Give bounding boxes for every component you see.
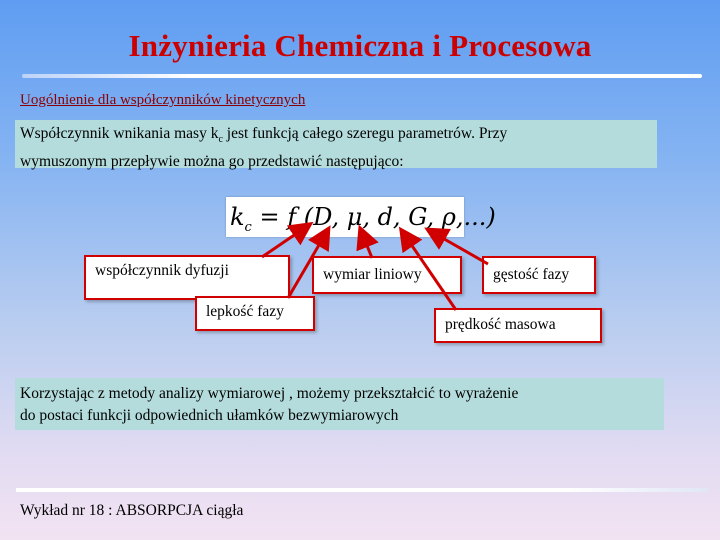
conclusion-text-box [15, 378, 664, 430]
arrow-diffusion [262, 227, 306, 257]
footer-divider [16, 488, 708, 492]
arrow-linear-dimension [362, 233, 372, 258]
label-linear-dimension: wymiar liniowy [312, 256, 462, 294]
section-subtitle: Uogólnienie dla współczynników kinetycznych [20, 92, 306, 108]
outro-line-1: Korzystając z metody analizy wymiarowej , możemy przekształcić to wyrażenie [20, 385, 519, 402]
outro-line-2: do postaci funkcji odpowiednich ułamków bezwymiarowych [20, 407, 399, 424]
arrow-mass-velocity [404, 234, 456, 310]
arrow-viscosity [288, 233, 326, 298]
label-density: gęstość fazy [482, 256, 596, 294]
intro-subscript: c [218, 134, 223, 146]
intro-line-2: wymuszonym przepływie można go przedstawić następująco: [20, 153, 404, 171]
formula-lhs-subscript: c [244, 219, 252, 235]
label-mass-velocity: prędkość masowa [434, 308, 602, 343]
arrow-density [432, 232, 488, 264]
label-viscosity: lepkość fazy [195, 296, 315, 331]
formula-rhs: = f (D, μ, d, G, ρ,...) [251, 203, 496, 231]
formula-lhs: k [230, 203, 245, 231]
slide-title: Inżynieria Chemiczna i Procesowa [128, 28, 592, 63]
lecture-footer: Wykład nr 18 : ABSORPCJA ciągła [20, 502, 244, 519]
label-diffusion-coefficient: współczynnik dyfuzji [84, 255, 290, 300]
intro-line-1-start: Współczynnik wnikania masy k [20, 125, 219, 142]
intro-line-1-rest: jest funkcją całego szeregu parametrów. Przy [222, 125, 508, 142]
